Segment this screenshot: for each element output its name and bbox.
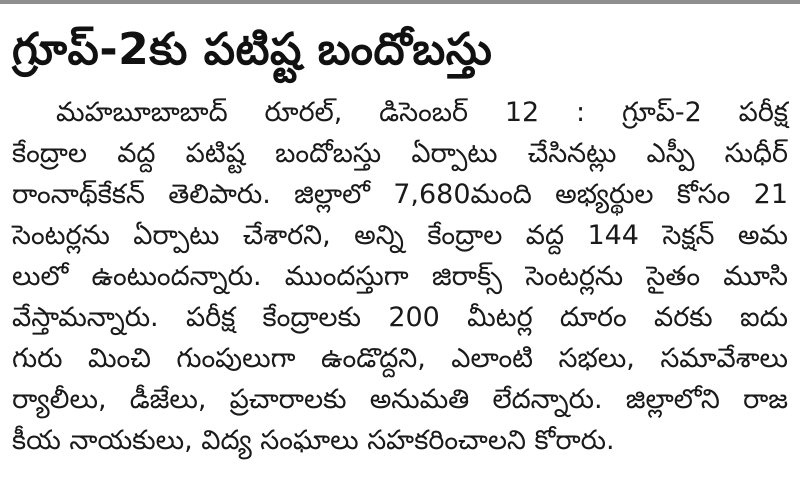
article-line: కీయ నాయకులు, విద్య సంఘాలు సహకరించాలని కోరారు. <box>12 425 615 456</box>
top-border-rule <box>0 0 800 4</box>
article-line: ర్యాలీలు, డీజేలు, ప్రచారాలకు అనుమతి లేదన్నారు. జిల్లాలోని రాజ <box>12 384 788 415</box>
article-line: కేంద్రాల వద్ద పటిష్ట బందోబస్తు ఏర్పాటు చేసినట్లు ఎస్పీ సుధీర్ <box>12 138 788 169</box>
article-line: వేస్తామన్నారు. పరీక్ష కేంద్రాలకు 200 మీటర్ల దూరం వరకు ఐదు <box>12 302 788 333</box>
newspaper-clipping <box>12 18 788 473</box>
article-line: సెంటర్లను ఏర్పాటు చేశారని, అన్ని కేంద్రాల వద్ద 144 సెక్షన్ అమ <box>12 220 788 251</box>
article-line: గురు మించి గుంపులుగా ఉండొద్దని, ఎలాంటి సభలు, సమావేశాలు <box>12 343 788 374</box>
article-line: మహబూబాబాద్ రూరల్, డిసెంబర్ 12 : గ్రూప్-2 పరీక్ష <box>56 97 788 128</box>
article-line: లులో ఉంటుందన్నారు. ముందస్తుగా జిరాక్స్ సెంటర్లను సైతం మూసి <box>12 261 788 292</box>
article-line: రాంనాథ్‌కేకన్ తెలిపారు. జిల్లాలో 7,680మంది అభ్యర్థుల కోసం 21 <box>12 179 788 210</box>
article-body <box>12 92 788 461</box>
article-headline: గ్రూప్-2కు పటిష్ట బందోబస్తు <box>12 24 493 75</box>
